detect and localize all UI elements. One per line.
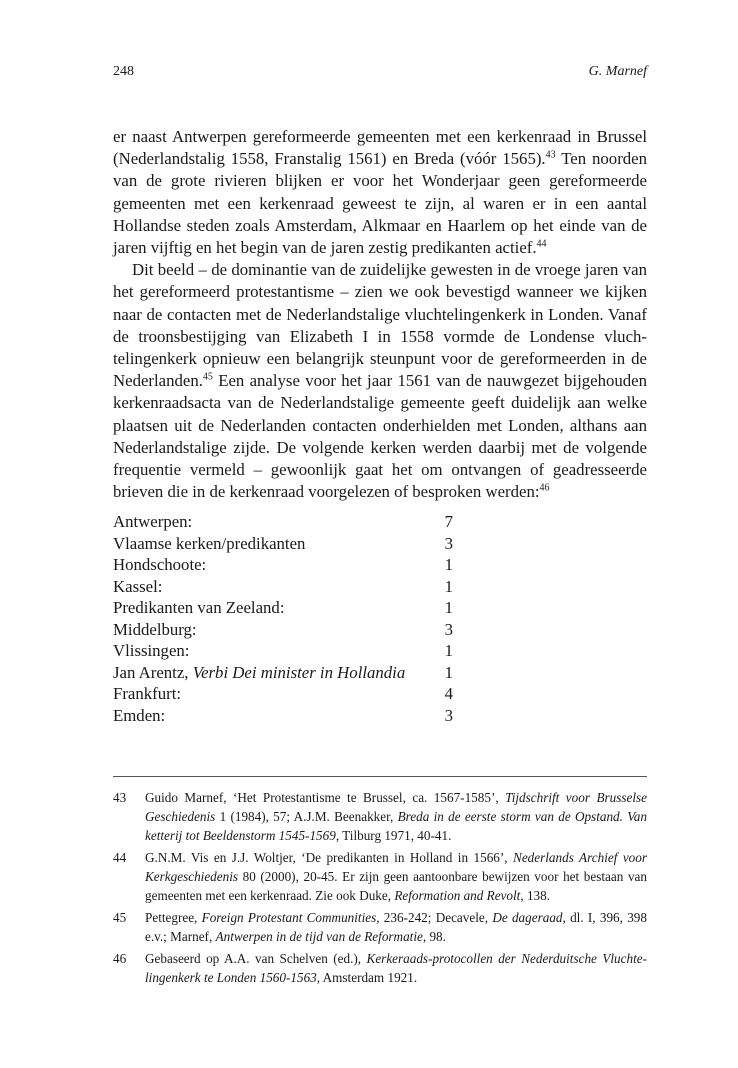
footnote-44 (113, 848, 647, 905)
footnote-number: 46 (113, 951, 127, 966)
footnote-title: Nederlands Archief voor Kerkgeschiedenis (145, 850, 647, 884)
mention-count: 1 (444, 598, 453, 617)
footnote-title: Reformation and Revolt (394, 888, 521, 903)
place-name: Vlissingen: (113, 641, 190, 660)
footnote-text: 80 (2000), 20-45. Er zijn geen aantoonbare bewijzen voor het bestaan van gemeenten met een kerkenraad. Zie ook Duke, (145, 869, 647, 903)
place-name: Antwerpen: (113, 512, 193, 531)
page-number: 248 (113, 64, 134, 79)
place-name-italic: Verbi Dei minister in Hollandia (192, 662, 406, 682)
footnotes (113, 788, 647, 990)
mention-count: 1 (444, 555, 453, 574)
mention-count: 4 (444, 684, 453, 703)
footnote-text: , Amsterdam 1921. (316, 970, 418, 985)
footnote-text: , Tilburg 1971, 40-41. (335, 828, 452, 843)
footnote-title: Breda in de eerste storm van de Opstand. Van ketterij tot Beeldenstorm 1545-1569 (145, 809, 647, 843)
paragraph-2-text-b: Een analyse voor het jaar 1561 van de nauwgezet bijgehouden kerkenraadsacta van de Nederlandstalige gemeente geeft duidelijk aan welke plaatsen uit de Nederlanden contacten onderhielden met Londen, althans aan Nederlandstalige zijde. De volgende kerken werden daarbij met de volgende frequentie vermeld – gewoonlijk gaat het om ontvangen of geadresseerde brieven die in de kerkenraad voorgelezen of besproken werden: (113, 371, 647, 502)
footnote-title: Kerkeraads-protocollen der Nederduitsche Vluchtelingenkerk te Londen 1560-1563 (145, 951, 648, 985)
list-item (113, 554, 453, 576)
footnote-text: , dl. I, 396, 398 e.v.; Marnef, (145, 910, 647, 944)
paragraph-1-text-b: Ten noorden van de grote rivieren blijken er voor het Wonderjaar geen gereformeerde gemeenten met een kerkenraad geweest te zijn, al waren er in een aantal Hollandse steden zoals Amsterdam, Alkmaar en Haarlem op het einde van de jaren vijftig en het begin van de jaren zestig predikanten actief. (113, 149, 648, 258)
footnote-text: G.N.M. Vis en J.J. Woltjer, ‘De predikanten in Holland in 1566’, (145, 850, 514, 865)
footnote-title: Tijdschrift voor Brusselse Geschiedenis (145, 790, 647, 824)
footnote-text: Guido Marnef, ‘Het Protestantisme te Brussel, ca. 1567-1585’, (145, 790, 506, 805)
footnote-ref-44[interactable]: 44 (536, 238, 547, 250)
list-item (113, 597, 453, 619)
place-name: Hondschoote: (113, 555, 207, 574)
list-item (113, 576, 453, 598)
footnote-ref-43[interactable]: 43 (545, 149, 556, 161)
church-frequency-list (113, 511, 453, 726)
list-item (113, 640, 453, 662)
paragraph-1 (113, 126, 647, 259)
place-name-roman: Jan Arentz, (113, 662, 193, 682)
footnote-text: Gebaseerd op A.A. van Schelven (ed.), (145, 951, 367, 966)
footnote-title: De dageraad (492, 910, 563, 925)
paragraph-2 (113, 259, 647, 503)
footnote-divider (113, 776, 647, 777)
list-item (113, 683, 453, 705)
footnote-text: , 236-242; Decavele, (376, 910, 493, 925)
list-item (113, 662, 453, 684)
paragraph-2-text-a: Dit beeld – de dominantie van de zuidelijke gewesten in de vroege jaren van het gereformeerd protestantisme – zien we ook bevestigd wanneer we kijken naar de contacten met de Nederlandstalige vluchtelingenkerk in Londen. Vanaf de troonsbestijging van Elizabeth I in 1558 vormde de Londense vluchtelingenkerk opnieuw een belangrijk steunpunt voor de gereformeerden in de Nederlanden. (113, 260, 647, 391)
mention-count: 7 (444, 512, 453, 531)
footnote-number: 45 (113, 910, 127, 925)
footnote-number: 43 (113, 790, 127, 805)
place-name: Emden: (113, 705, 166, 725)
mention-count: 1 (444, 641, 453, 660)
place-name (113, 662, 405, 684)
mention-count: 3 (444, 705, 453, 725)
footnote-43 (113, 788, 647, 845)
footnote-ref-46[interactable]: 46 (539, 482, 550, 494)
footnote-ref-45[interactable]: 45 (202, 371, 213, 383)
list-item (113, 705, 453, 727)
footnote-text: , 98. (422, 929, 446, 944)
place-name: Vlaamse kerken/predikanten (113, 533, 306, 553)
footnote-46 (113, 949, 647, 987)
list-item (113, 533, 453, 555)
footnote-text: Pettegree, (145, 910, 202, 925)
footnote-text: , 138. (520, 888, 551, 903)
running-head-author: G. Marnef (588, 64, 647, 79)
place-name: Predikanten van Zeeland: (113, 598, 285, 617)
place-name: Middelburg: (113, 619, 197, 639)
footnote-number: 44 (113, 850, 127, 865)
footnote-title: Foreign Protestant Communities (201, 910, 377, 925)
mention-count: 1 (444, 662, 453, 682)
paragraph-1-text-a: er naast Antwerpen gereformeerde gemeenten met een kerkenraad in Brussel (Nederlandstalig 1558, Franstalig 1561) en Breda (vóór 1565). (113, 127, 647, 169)
body-text (113, 126, 647, 503)
list-item (113, 511, 453, 533)
place-name: Frankfurt: (113, 684, 182, 703)
mention-count: 1 (444, 576, 453, 596)
mention-count: 3 (444, 533, 453, 553)
footnote-45 (113, 908, 647, 946)
mention-count: 3 (444, 619, 453, 639)
list-item (113, 619, 453, 641)
footnote-title: Antwerpen in de tijd van de Reformatie (215, 929, 423, 944)
running-head (113, 64, 647, 84)
place-name: Kassel: (113, 576, 163, 596)
footnote-text: 1 (1984), 57; A.J.M. Beenakker, (215, 809, 398, 824)
